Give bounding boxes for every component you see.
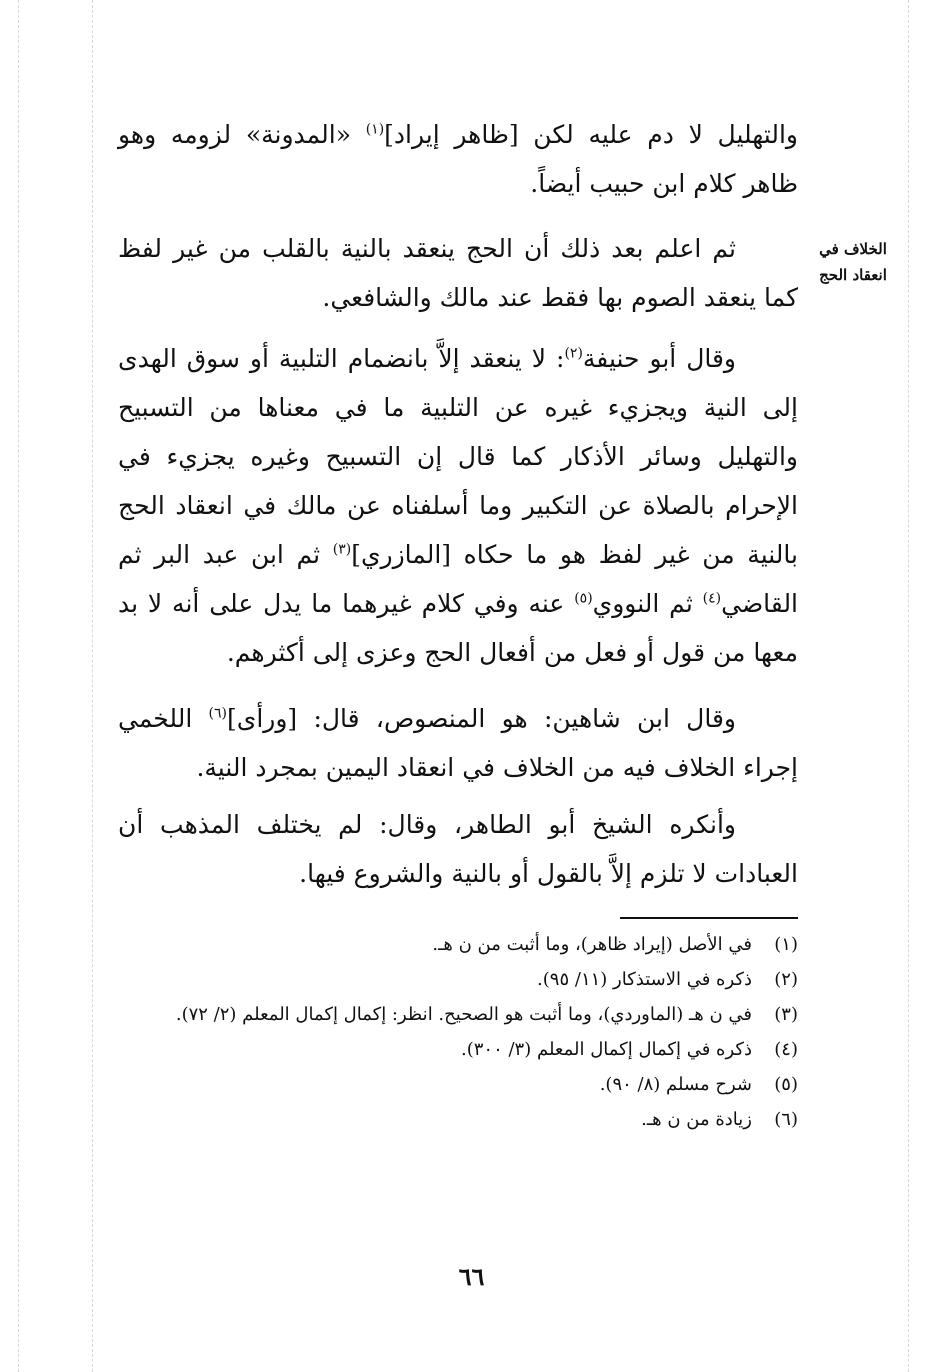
- footnote-ref: (٦): [208, 705, 228, 722]
- paragraph-text: ثم ابن عبد البر ثم القاضي: [118, 540, 799, 618]
- footnote-separator: [620, 917, 798, 919]
- paragraph-text: : لا ينعقد إلاَّ بانضمام التلبية أو سوق الهدى إلى النية ويجزيء غيره عن التلبية ما في معناها من التسبيح والتهليل وسائر الأذكار كما قال إن التسبيح وغيره يجزيء في الإحرام بالصلاة عن التكبير وما أسلفناه عن مالك في انعقاد الحج بالنية من غير لفظ هو ما حكاه [المازري]: [118, 344, 798, 569]
- paragraph-4: [118, 694, 798, 792]
- margin-note: الخلاف في انعقاد الحج: [819, 240, 887, 284]
- paragraph-text: وأنكره الشيخ أبو الطاهر، وقال: لم يختلف المذهب أن العبادات لا تلزم إلاَّ بالقول أو بالنية والشروع فيها.: [118, 810, 798, 888]
- footnote-text: في ن هـ (الماوردي)، وما أثبت هو الصحيح. انظر: إكمال إكمال المعلم (٢/ ٧٢).: [175, 1004, 752, 1025]
- footnote-3: [118, 1000, 798, 1030]
- footnote-ref: (٣): [332, 541, 352, 558]
- footnote-text: في الأصل (إيراد ظاهر)، وما أثبت من ن هـ.: [432, 934, 752, 955]
- footnote-number: (٥): [774, 1074, 798, 1095]
- scan-guide-line: [92, 0, 93, 1372]
- paragraph-text: والتهليل لا دم عليه لكن [ظاهر إيراد]: [384, 120, 798, 149]
- paragraph-5: [118, 800, 798, 898]
- footnote-text: زيادة من ن هـ.: [641, 1109, 752, 1130]
- paragraph-2: [118, 224, 798, 322]
- paragraph-text: وقال أبو حنيفة: [582, 344, 737, 373]
- footnote-2: [118, 965, 798, 995]
- body-text-block-4: [118, 694, 798, 792]
- scan-guide-line: [908, 0, 909, 1372]
- footnote-ref: (١): [365, 121, 385, 138]
- page-number: ٦٦: [458, 1262, 485, 1291]
- paragraph-1: [118, 110, 798, 208]
- footnote-text: ذكره في الاستذكار (١١/ ٩٥).: [537, 969, 752, 990]
- footnote-ref: (٢): [564, 345, 583, 362]
- paragraph-text: ثم النووي: [592, 589, 703, 618]
- paragraph-3: [118, 334, 798, 677]
- body-text-block-1: [118, 110, 798, 208]
- footnote-6: [118, 1105, 798, 1135]
- footnote-5: [118, 1070, 798, 1100]
- paragraph-text: ثم اعلم بعد ذلك أن الحج ينعقد بالنية بالقلب من غير لفظ كما ينعقد الصوم بها فقط عند مالك والشافعي.: [118, 234, 798, 312]
- body-text-block-5: [118, 800, 798, 898]
- paragraph-text: «المدونة» لزومه وهو ظاهر كلام ابن حبيب أيضاً.: [118, 120, 798, 198]
- footnote-ref: (٥): [574, 590, 593, 607]
- footnote-number: (٦): [774, 1109, 798, 1130]
- paragraph-text: عنه وفي كلام غيرهما ما يدل على أنه لا بد معها من قول أو فعل من أفعال الحج وعزى إلى أكثرهم.: [118, 589, 798, 667]
- footnote-number: (٤): [774, 1039, 798, 1060]
- footnote-number: (٢): [774, 969, 798, 990]
- footnotes: [118, 930, 798, 1140]
- footnote-1: [118, 930, 798, 960]
- footnote-ref: (٤): [702, 590, 722, 607]
- body-text-block-2: [118, 224, 798, 322]
- footnote-text: شرح مسلم (٨/ ٩٠).: [599, 1074, 752, 1095]
- paragraph-text: وقال ابن شاهين: هو المنصوص، قال: [ورأى]: [227, 704, 736, 733]
- footnote-4: [118, 1035, 798, 1065]
- scan-guide-line: [18, 0, 19, 1372]
- body-text-block-3: [118, 334, 798, 677]
- footnote-text: ذكره في إكمال إكمال المعلم (٣/ ٣٠٠).: [460, 1039, 752, 1060]
- footnote-number: (١): [774, 934, 798, 955]
- footnote-number: (٣): [774, 1004, 798, 1025]
- paragraph-text: اللخمي إجراء الخلاف فيه من الخلاف في انعقاد اليمين بمجرد النية.: [118, 704, 798, 782]
